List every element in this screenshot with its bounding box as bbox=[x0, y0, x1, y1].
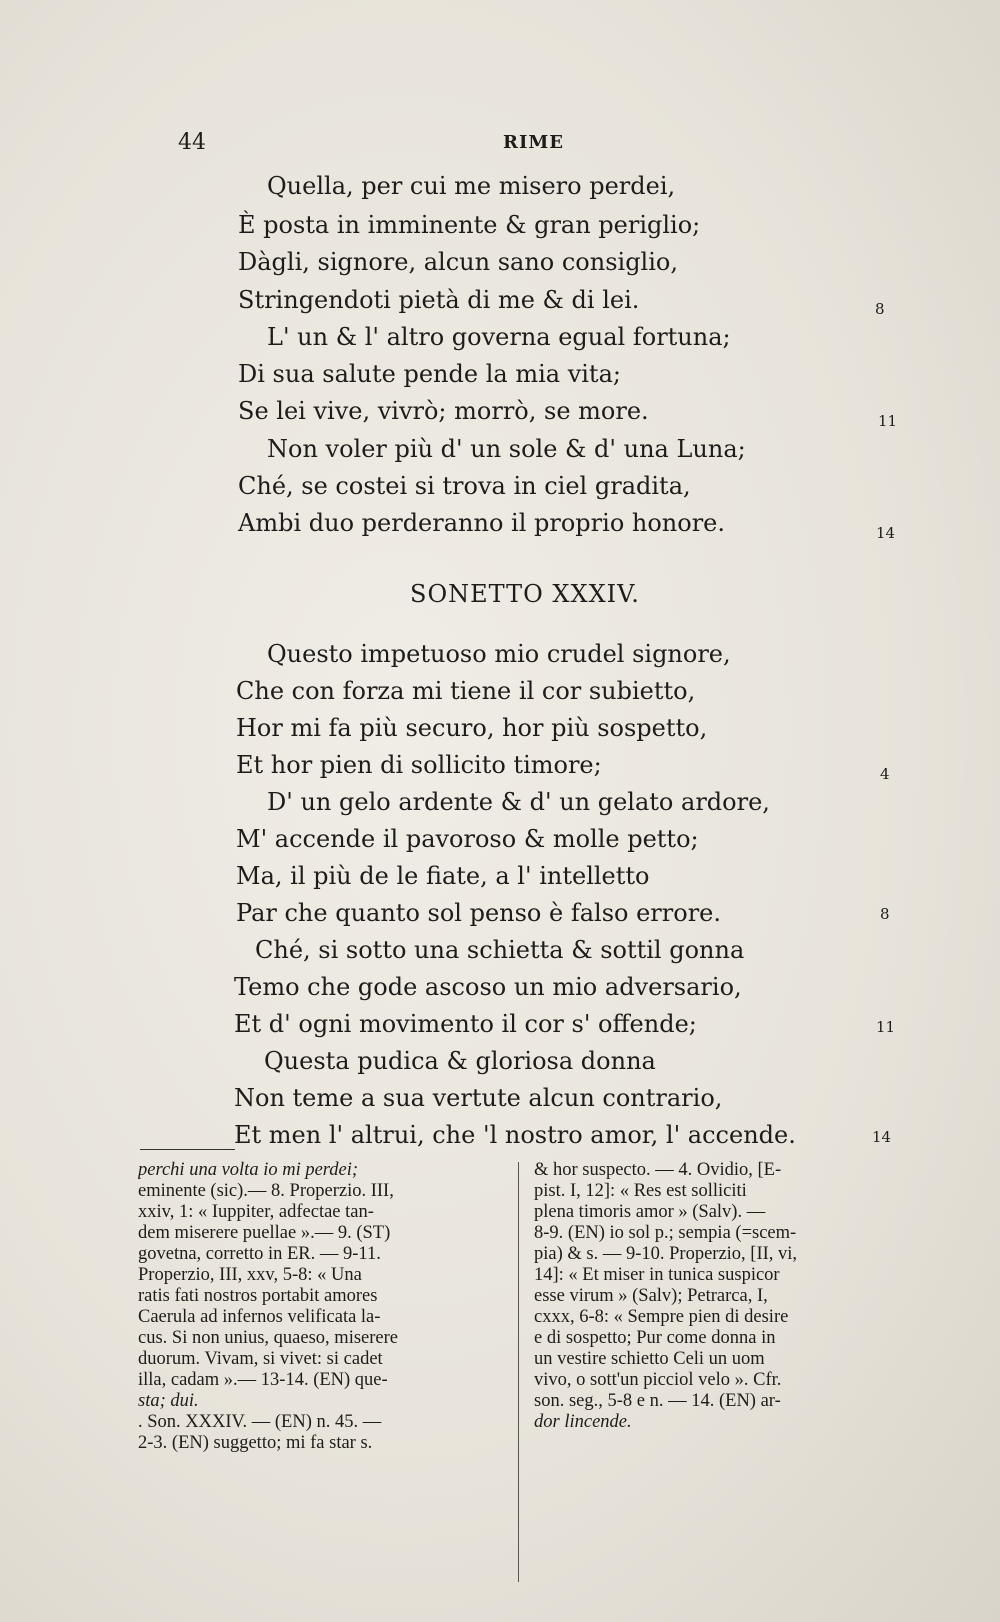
verse-line: Questo impetuoso mio crudel signore, bbox=[267, 640, 731, 668]
verse-line: Che con forza mi tiene il cor subietto, bbox=[236, 677, 696, 705]
line-number: 14 bbox=[872, 1128, 892, 1146]
verse-line: Dàgli, signore, alcun sano consiglio, bbox=[238, 248, 678, 276]
verse-line: Questa pudica & gloriosa donna bbox=[264, 1047, 656, 1075]
verse-line: Hor mi fa più securo, hor più sospetto, bbox=[236, 714, 708, 742]
verse-line: Di sua salute pende la mia vita; bbox=[238, 360, 621, 388]
footnote-line: & hor suspecto. — 4. Ovidio, [E- bbox=[534, 1160, 782, 1180]
line-number: 11 bbox=[876, 1018, 896, 1036]
verse-line: Temo che gode ascoso un mio adversario, bbox=[234, 973, 742, 1001]
running-head: RIME bbox=[503, 132, 565, 153]
footnote-line: e di sospetto; Pur come donna in bbox=[534, 1328, 776, 1348]
footnote-line: govetna, corretto in ER. — 9-11. bbox=[138, 1244, 381, 1264]
verse-line: M' accende il pavoroso & molle petto; bbox=[236, 825, 699, 853]
verse-line: Ambi duo perderanno il proprio honore. bbox=[238, 509, 726, 537]
sonnet-title: SONETTO XXXIV. bbox=[410, 580, 640, 608]
footnote-line: duorum. Vivam, si vivet: si cadet bbox=[138, 1349, 383, 1369]
verse-line: D' un gelo ardente & d' un gelato ardore, bbox=[267, 788, 770, 816]
footnote-line: 14]: « Et miser in tunica suspicor bbox=[534, 1265, 780, 1285]
line-number: 4 bbox=[880, 765, 890, 783]
line-number: 8 bbox=[880, 905, 890, 923]
footnote-line: xxiv, 1: « Iuppiter, adfectae tan- bbox=[138, 1202, 374, 1222]
verse-line: È posta in imminente & gran periglio; bbox=[238, 211, 701, 239]
footnote-line: . Son. XXXIV. — (EN) n. 45. — bbox=[138, 1412, 382, 1432]
verse-line: Non voler più d' un sole & d' una Luna; bbox=[267, 435, 746, 463]
footnote-line: ratis fati nostros portabit amores bbox=[138, 1286, 378, 1306]
verse-line: Non teme a sua vertute alcun contrario, bbox=[234, 1084, 723, 1112]
footnote-line: Caerula ad infernos velificata la- bbox=[138, 1307, 381, 1327]
footnote-line: plena timoris amor » (Salv). — bbox=[534, 1202, 766, 1222]
footnote-line: esse virum » (Salv); Petrarca, I, bbox=[534, 1286, 768, 1306]
footnote-line: 2-3. (EN) suggetto; mi fa star s. bbox=[138, 1433, 373, 1453]
footnote-line: eminente (sic).— 8. Properzio. III, bbox=[138, 1181, 394, 1201]
line-number: 11 bbox=[878, 412, 898, 430]
footnote-line: son. seg., 5-8 e n. — 14. (EN) ar- bbox=[534, 1391, 781, 1411]
verse-line: Ché, si sotto una schietta & sottil gonna bbox=[255, 936, 745, 964]
footnote-line: pist. I, 12]: « Res est solliciti bbox=[534, 1181, 747, 1201]
footnote-line: sta; dui. bbox=[138, 1391, 199, 1411]
footnote-line: 8-9. (EN) io sol p.; sempia (=scem- bbox=[534, 1223, 797, 1243]
line-number: 8 bbox=[875, 300, 885, 318]
verse-line: L' un & l' altro governa egual fortuna; bbox=[267, 323, 731, 351]
verse-line: Et d' ogni movimento il cor s' offende; bbox=[234, 1010, 697, 1038]
footnote-rule bbox=[140, 1149, 235, 1150]
footnote-line: perchi una volta io mi perdei; bbox=[138, 1160, 359, 1180]
verse-line: Ma, il più de le fiate, a l' intelletto bbox=[236, 862, 650, 890]
show-through-text bbox=[700, 180, 707, 205]
verse-line: Par che quanto sol penso è falso errore. bbox=[236, 899, 722, 927]
footnote-line: cxxx, 6-8: « Sempre pien di desire bbox=[534, 1307, 789, 1327]
footnote-line: vivo, o sott'un picciol velo ». Cfr. bbox=[534, 1370, 782, 1390]
footnote-line: un vestire schietto Celi un uom bbox=[534, 1349, 765, 1369]
verse-line: Et men l' altrui, che 'l nostro amor, l' accende. bbox=[234, 1121, 796, 1149]
footnote-line: dem miserere puellae ».— 9. (ST) bbox=[138, 1223, 391, 1243]
footnote-line: cus. Si non unius, quaeso, miserere bbox=[138, 1328, 398, 1348]
footnote-line: illa, cadam ».— 13-14. (EN) que- bbox=[138, 1370, 388, 1390]
verse-line: Quella, per cui me misero perdei, bbox=[267, 172, 676, 200]
page-number: 44 bbox=[178, 130, 206, 155]
verse-line: Et hor pien di sollicito timore; bbox=[236, 751, 602, 779]
verse-line: Se lei vive, vivrò; morrò, se more. bbox=[238, 397, 649, 425]
page-header bbox=[178, 130, 678, 160]
footnote-column-divider bbox=[518, 1162, 519, 1582]
verse-line: Ché, se costei si trova in ciel gradita, bbox=[238, 472, 691, 500]
footnote-line: Properzio, III, xxv, 5-8: « Una bbox=[138, 1265, 362, 1285]
verse-line: Stringendoti pietà di me & di lei. bbox=[238, 286, 640, 314]
line-number: 14 bbox=[876, 524, 896, 542]
footnotes-left-column bbox=[138, 1160, 500, 1454]
footnote-line: pia) & s. — 9-10. Properzio, [II, vi, bbox=[534, 1244, 798, 1264]
footnotes-right-column bbox=[534, 1160, 896, 1433]
footnote-line: dor lincende. bbox=[534, 1412, 632, 1432]
